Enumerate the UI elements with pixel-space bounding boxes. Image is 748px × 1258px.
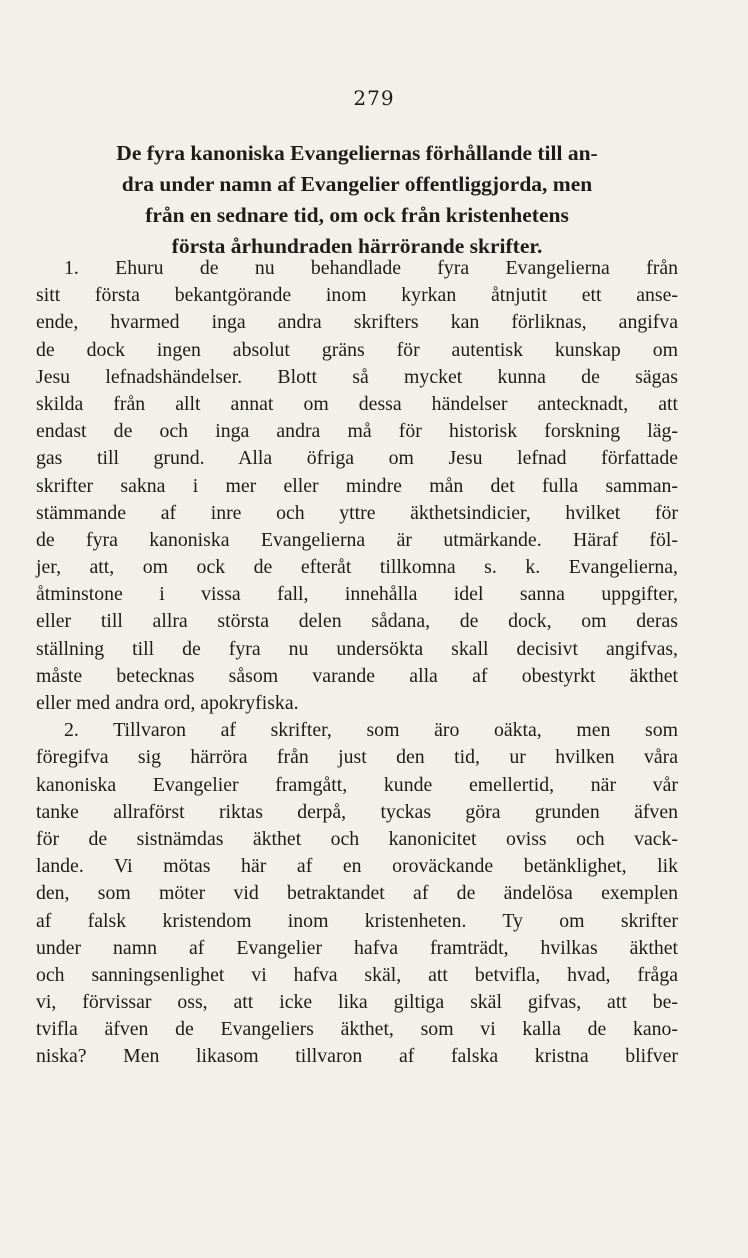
text-line: endast de och inga andra må för historisk forskning läg- xyxy=(36,420,678,443)
text-line: måste betecknas såsom varande alla af obestyrkt äkthet xyxy=(36,664,678,687)
text-line: skrifter sakna i mer eller mindre mån det fulla samman- xyxy=(36,474,678,497)
text-line: de dock ingen absolut gräns för autentisk kunskap om xyxy=(36,338,678,361)
text-line: tvifla äfven de Evangeliers äkthet, som vi kalla de kano- xyxy=(36,1018,678,1041)
text-line: ende, hvarmed inga andra skrifters kan förliknas, angifva xyxy=(36,311,678,334)
text-line: skilda från allt annat om dessa händelser antecknadt, att xyxy=(36,392,678,415)
text-line: sitt första bekantgörande inom kyrkan åtnjutit ett anse- xyxy=(36,284,678,307)
text-line: de fyra kanoniska Evangelierna är utmärkande. Häraf föl- xyxy=(36,528,678,551)
title-line: från en sednare tid, om ock från kristenhetens xyxy=(145,203,569,227)
text-line: ställning till de fyra nu undersökta skall decisivt angifvas, xyxy=(36,637,678,660)
chapter-title xyxy=(36,138,678,262)
text-line: gas till grund. Alla öfriga om Jesu lefnad författade xyxy=(36,447,678,470)
text-line: vi, förvissar oss, att icke lika giltiga skäl gifvas, att be- xyxy=(36,991,678,1014)
text-line: åtminstone i vissa fall, innehålla idel sanna uppgifter, xyxy=(36,583,678,606)
title-line: dra under namn af Evangelier offentliggjorda, men xyxy=(121,172,593,196)
text-line: 2. Tillvaron af skrifter, som äro oäkta, men som xyxy=(64,719,678,742)
text-line: föregifva sig härröra från just den tid, ur hvilken våra xyxy=(36,746,678,769)
text-line: kanoniska Evangelier framgått, kunde emellertid, när vår xyxy=(36,773,678,796)
text-line: under namn af Evangelier hafva framträdt, hvilkas äkthet xyxy=(36,936,678,959)
text-line: niska? Men likasom tillvaron af falska kristna blifver xyxy=(36,1045,678,1068)
text-line: stämmande af inre och yttre äkthetsindicier, hvilket för xyxy=(36,501,678,524)
text-line: den, som möter vid betraktandet af de ändelösa exemplen xyxy=(36,882,678,905)
text-line: och sanningsenlighet vi hafva skäl, att betvifla, hvad, fråga xyxy=(36,963,678,986)
text-line: eller till allra största delen sådana, de dock, om deras xyxy=(36,610,678,633)
text-line: tanke allraförst riktas derpå, tyckas göra grunden äfven xyxy=(36,800,678,823)
text-line: eller med andra ord, apokryfiska. xyxy=(36,692,299,714)
text-line: för de sistnämdas äkthet och kanonicitet oviss och vack- xyxy=(36,827,678,850)
body-text xyxy=(36,255,678,1071)
text-line: af falsk kristendom inom kristenheten. Ty om skrifter xyxy=(36,909,678,932)
text-line: 1. Ehuru de nu behandlade fyra Evangelierna från xyxy=(64,257,678,279)
text-line: jer, att, om ock de efteråt tillkomna s. k. Evangelierna, xyxy=(36,556,678,579)
text-line: lande. Vi mötas här af en oroväckande betänklighet, lik xyxy=(36,855,678,878)
page-number: 279 xyxy=(353,86,395,110)
title-line: första århundraden härrörande skrifter. xyxy=(171,234,543,258)
text-line: Jesu lefnadshändelser. Blott så mycket kunna de sägas xyxy=(36,365,678,388)
title-line: De fyra kanoniska Evangeliernas förhållande till an- xyxy=(116,141,598,165)
